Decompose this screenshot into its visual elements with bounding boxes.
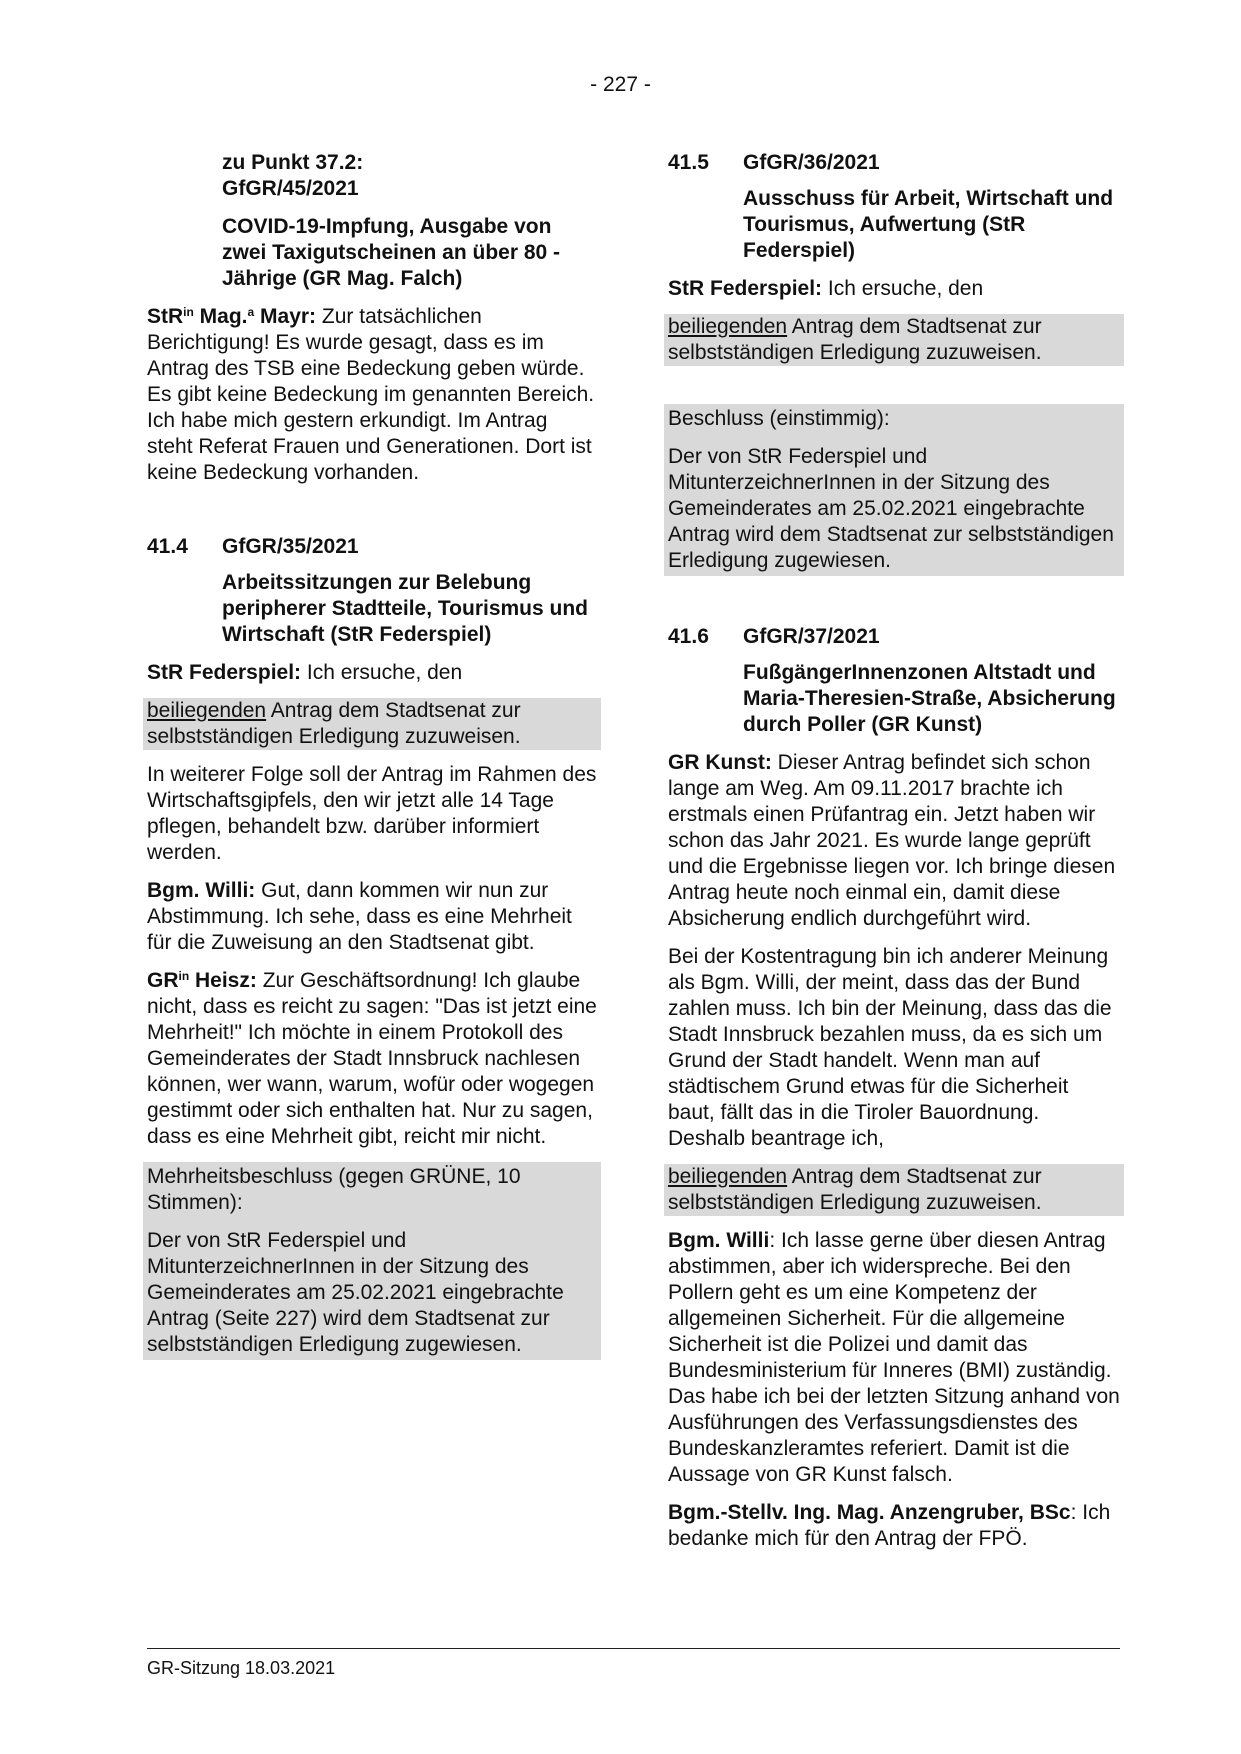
section-code: GfGR/37/2021 <box>743 625 880 648</box>
federspiel-statement-2: StR Federspiel: Ich ersuche, den <box>668 277 984 300</box>
section-code: GfGR/36/2021 <box>743 151 880 174</box>
beschluss-text: Der von StR Federspiel und MitunterzeichnerInnen in der Sitzung des Gemeinderates am 25.02.2021 eingebrachte Antrag (Seite 227) wird dem Stadtsenat zur selbstständigen Erledigung zugewiesen. <box>147 1229 564 1356</box>
section-number: 41.6 <box>668 625 709 648</box>
section-41-4-heading <box>147 534 597 560</box>
right-column <box>668 150 1120 1564</box>
intro-heading <box>222 150 597 202</box>
footer-divider <box>147 1648 1120 1649</box>
speaker-mayr: StR$^{in}$ Mag.$^a$ Mayr: <box>147 305 317 328</box>
willi-statement: Bgm. Willi: Gut, dann kommen wir nun zur Abstimmung. Ich sehe, dass es eine Mehrheit für die Zuweisung an den Stadtsenat gibt. <box>147 879 572 954</box>
anzengruber-statement: Bgm.-Stellv. Ing. Mag. Anzengruber, BSc: Ich bedanke mich für den Antrag der FPÖ. <box>668 1501 1111 1550</box>
beschluss-heading: Mehrheitsbeschluss (gegen GRÜNE, 10 Stimmen): <box>147 1165 521 1214</box>
speaker-federspiel: StR Federspiel: <box>668 277 823 300</box>
section-code: GfGR/35/2021 <box>222 535 359 558</box>
speaker-kunst: GR Kunst: <box>668 751 772 774</box>
section-41-4-title: Arbeitssitzungen zur Belebung peripherer Stadtteile, Tourismus und Wirtschaft (StR Federspiel) <box>222 571 589 646</box>
left-column <box>147 150 597 1360</box>
antrag-box-2: beiliegenden Antrag dem Stadtsenat zur selbstständigen Erledigung zuzuweisen. <box>664 314 1124 366</box>
section-number: 41.4 <box>147 535 188 558</box>
antrag-box: beiliegenden Antrag dem Stadtsenat zur selbstständigen Erledigung zuzuweisen. <box>143 698 601 750</box>
heisz-statement: $GR^{in}$ Heisz: Zur Geschäftsordnung! Ich glaube nicht, dass es reicht zu sagen: "Das ist jetzt eine Mehrheit!" Ich möchte in einem Protokoll des Gemeinderates der Stadt Innsbruck nachlesen können, wer wann, warum, wofür oder wogegen gestimmt oder sich enthalten hat. Nur zu sagen, dass es eine Mehrheit gibt, reicht mir nicht. <box>147 969 597 1148</box>
antrag-box-3: beiliegenden Antrag dem Stadtsenat zur selbstständigen Erledigung zuzuweisen. <box>664 1164 1124 1216</box>
willi-statement-2: Bgm. Willi: Ich lasse gerne über diesen Antrag abstimmen, aber ich widerspreche. Bei den Pollern geht es um eine Kompetenz der allgemeinen Sicherheit. Für die allgemeine Sicherheit ist die Polizei und damit das Bundesministerium für Inneres (BMI) zuständig. Das habe ich bei der letzten Sitzung anhand von Ausführungen des Verfassungsdienstes des Bundeskanzleramtes referiert. Damit ist die Aussage von GR Kunst falsch. <box>668 1229 1120 1486</box>
beschluss-box-right <box>664 404 1124 576</box>
speaker-willi: Bgm. Willi <box>668 1229 770 1252</box>
section-41-5-heading <box>668 150 1120 176</box>
speaker-heisz: $GR^{in}$ Heisz: <box>147 969 257 992</box>
intro-heading-line1: zu Punkt 37.2: <box>222 151 364 174</box>
beschluss-box-left <box>143 1162 601 1360</box>
section-41-6-title: FußgängerInnenzonen Altstadt und Maria-Theresien-Straße, Absicherung durch Poller (GR Kunst) <box>743 661 1116 736</box>
section-41-6-heading <box>668 624 1120 650</box>
speaker-federspiel: StR Federspiel: <box>147 661 302 684</box>
kosten-text: Bei der Kostentragung bin ich anderer Meinung als Bgm. Willi, der meint, dass das der Bund zahlen muss. Ich bin der Meinung, dass das die Stadt Innsbruck bezahlen muss, da es sich um Grund der Stadt handelt. Wenn man auf städtischem Grund etwas für die Sicherheit baut, fällt das in die Tiroler Bauordnung. Deshalb beantrage ich, <box>668 945 1112 1150</box>
beschluss-heading: Beschluss (einstimmig): <box>668 407 890 430</box>
speaker-anzengruber: Bgm.-Stellv. Ing. Mag. Anzengruber, BSc <box>668 1501 1071 1524</box>
mayr-statement <box>147 304 597 486</box>
page-number: - 227 - <box>590 73 651 96</box>
mayr-text: Zur tatsächlichen Berichtigung! Es wurde gesagt, dass es im Antrag des TSB eine Bedeckung geben würde. Es gibt keine Bedeckung im genannten Bereich. Ich habe mich gestern erkundigt. Im Antrag steht Referat Frauen und Generationen. Dort ist keine Bedeckung vorhanden. <box>147 305 595 484</box>
intro-title: COVID-19-Impfung, Ausgabe von zwei Taxigutscheinen an über 80 - Jährige (GR Mag. Falch) <box>222 215 561 290</box>
kunst-statement: GR Kunst: Dieser Antrag befindet sich schon lange am Weg. Am 09.11.2017 brachte ich erstmals einen Prüfantrag ein. Jetzt haben wir schon das Jahr 2021. Es wurde lange geprüft und die Ergebnisse liegen vor. Ich bringe diesen Antrag heute noch einmal ein, damit diese Absicherung endlich durchgeführt wird. <box>668 751 1116 930</box>
beschluss-text: Der von StR Federspiel und MitunterzeichnerInnen in der Sitzung des Gemeinderates am 25.02.2021 eingebrachte Antrag wird dem Stadtsenat zur selbstständigen Erledigung zugewiesen. <box>668 445 1114 572</box>
section-number: 41.5 <box>668 151 709 174</box>
federspiel-statement: StR Federspiel: Ich ersuche, den <box>147 661 463 684</box>
intro-heading-code: GfGR/45/2021 <box>222 177 359 200</box>
weiterer-text: In weiterer Folge soll der Antrag im Rahmen des Wirtschaftsgipfels, den wir jetzt alle 14 Tage pflegen, behandelt bzw. darüber informiert werden. <box>147 763 597 864</box>
section-41-5-title: Ausschuss für Arbeit, Wirtschaft und Tourismus, Aufwertung (StR Federspiel) <box>743 187 1114 262</box>
footer-session-date: GR-Sitzung 18.03.2021 <box>147 1658 336 1678</box>
speaker-willi: Bgm. Willi: <box>147 879 256 902</box>
